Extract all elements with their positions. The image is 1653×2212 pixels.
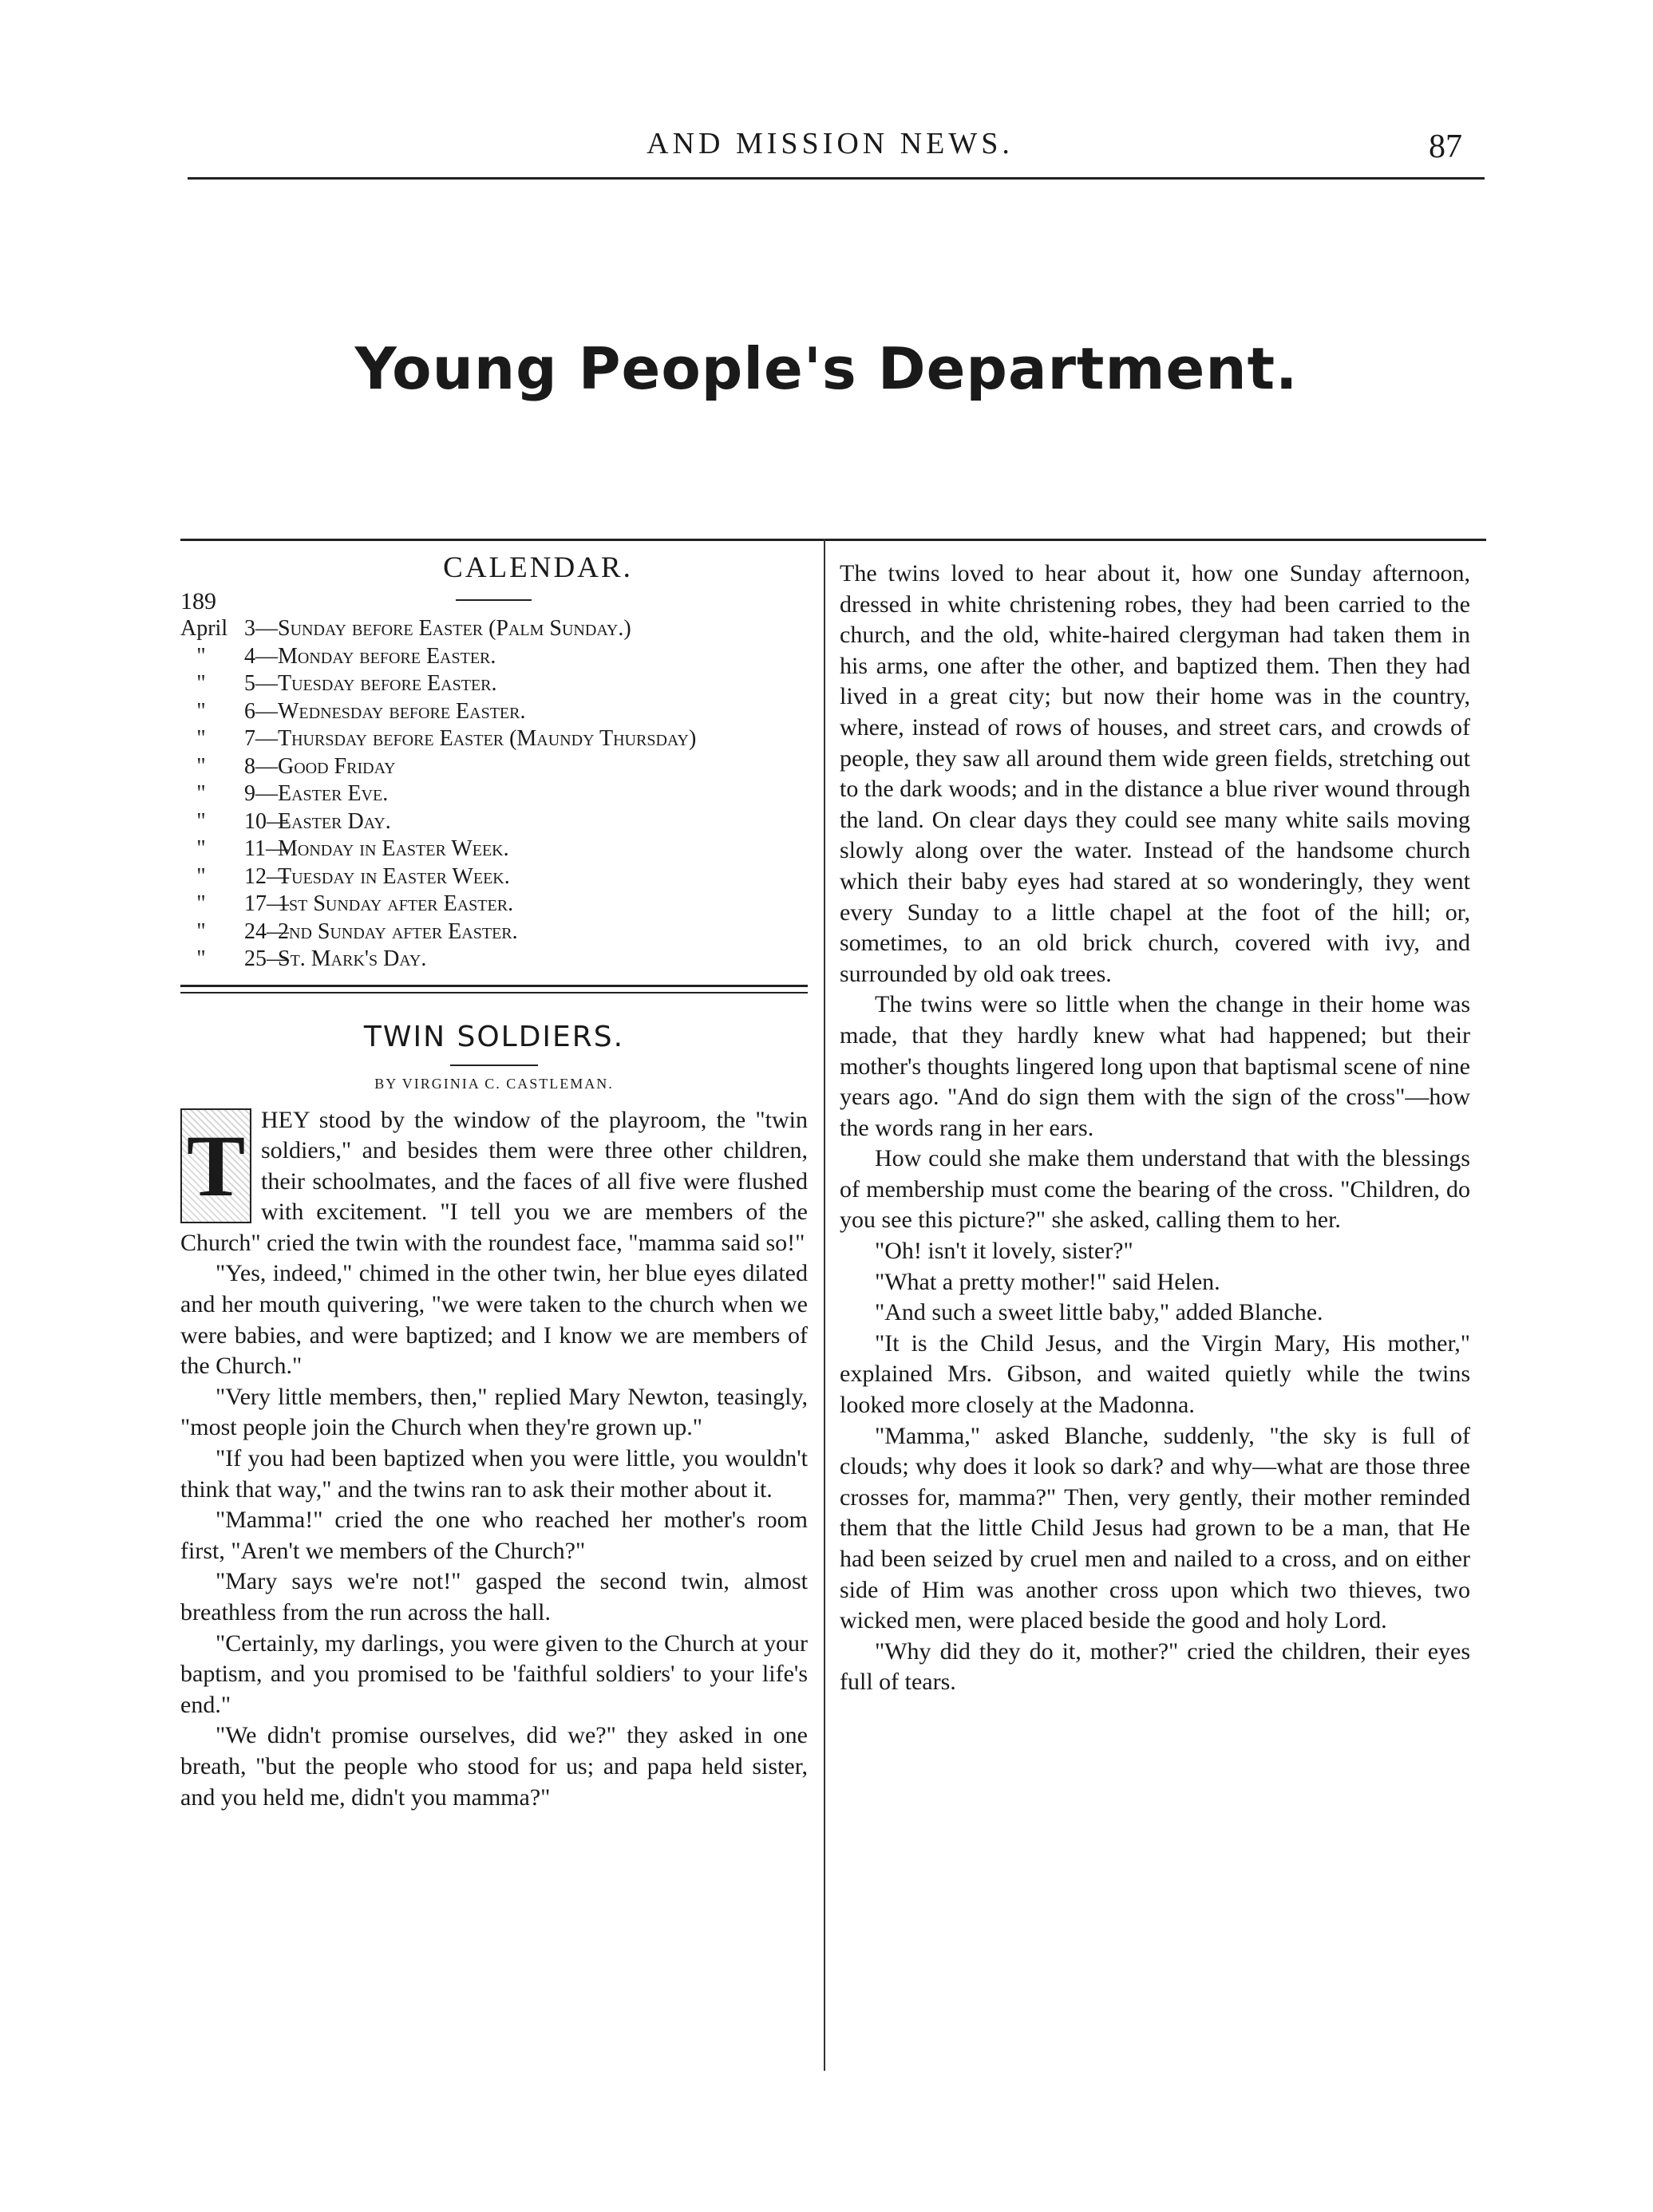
story-paragraph: "Why did they do it, mother?" cried the children, their eyes full of tears.	[840, 1637, 1470, 1696]
story-left	[180, 1021, 808, 1814]
calendar-heading: CALENDAR.	[443, 551, 633, 584]
calendar-entry-day: 11—	[244, 836, 288, 861]
dropcap-initial: T	[180, 1108, 251, 1223]
calendar-ditto-mark: "	[196, 946, 206, 971]
calendar-entry-day: 9—	[244, 781, 278, 806]
story-paragraph: "And such a sweet little baby," added Blanche.	[875, 1299, 1323, 1326]
calendar-ditto-mark: "	[196, 891, 206, 916]
story-paragraph: How could she make them understand that with the blessings of membership must come the bearing of the cross. "Children, do you see this picture?" she asked, calling them to her.	[840, 1145, 1470, 1234]
calendar-entry-text: St. Mark's Day.	[278, 946, 427, 971]
running-header-title: AND MISSION NEWS.	[647, 127, 1014, 160]
calendar-entry-day: 7—	[244, 726, 278, 751]
story-paragraph: "Mamma," asked Blanche, suddenly, "the sky is full of clouds; why does it look so dark? and why—what are those three crosses for, mamma?" Then, very gently, their mother reminded them that the little Child Jesus had grown to be a man, that He had been seized by cruel men and nailed to a cross, and on either side of Him was another cross upon which two thieves, two wicked men, were placed beside the good and holy Lord.	[840, 1422, 1470, 1634]
calendar-entry-text: Tuesday before Easter.	[278, 671, 497, 696]
left-column	[180, 551, 808, 1813]
calendar-entry-text: Easter Eve.	[278, 781, 389, 806]
story-paragraph: "Mamma!" cried the one who reached her mother's room first, "Aren't we members of the Church?"	[180, 1507, 808, 1564]
calendar-month: April	[180, 616, 228, 641]
calendar-list	[180, 615, 808, 974]
calendar-ditto-mark: "	[196, 918, 206, 944]
calendar-entry-text: Monday before Easter.	[278, 643, 496, 669]
calendar-entry	[180, 946, 808, 974]
calendar-ditto-mark: "	[196, 836, 206, 861]
header-rule	[188, 177, 1485, 180]
calendar-ditto-mark: "	[196, 698, 206, 724]
calendar-ditto-mark: "	[196, 726, 206, 751]
calendar-double-rule	[180, 985, 808, 993]
calendar-entry	[180, 835, 808, 863]
calendar-entry-text: Sunday before Easter (Palm Sunday.)	[278, 616, 631, 641]
story-paragraph: "Mary says we're not!" gasped the second twin, almost breathless from the run across the hall.	[180, 1568, 808, 1625]
calendar-ditto-mark: "	[196, 643, 206, 669]
calendar-entry-text: Easter Day.	[278, 808, 391, 834]
calendar-entry	[180, 918, 808, 946]
calendar-year: 189	[180, 588, 216, 614]
story-paragraph: "Certainly, my darlings, you were given to the Church at your baptism, and you promised to be 'faithful soldiers' to your life's end."	[180, 1629, 808, 1718]
page-number: 87	[1429, 128, 1462, 165]
calendar-entry-text: 1st Sunday after Easter.	[278, 891, 514, 916]
calendar-entry-text: Wednesday before Easter.	[278, 698, 526, 724]
calendar-entry-day: 5—	[244, 671, 278, 696]
calendar-ditto-mark: "	[196, 753, 206, 779]
story-paragraph: "It is the Child Jesus, and the Virgin Mary, His mother," explained Mrs. Gibson, and waited quietly while the twins looked more closely at the Madonna.	[840, 1329, 1470, 1419]
calendar-entry-day: 10—	[244, 808, 289, 834]
calendar-entry-day: 4—	[244, 643, 278, 669]
story-paragraph: The twins loved to hear about it, how one Sunday afternoon, dressed in white christening robes, they had been carried to the church, and the old, white-haired clergyman had taken them in his arms, one after the other, and baptized them. Then they had lived in a great city; but now their home was in the country, where, instead of rows of houses, and street cars, and crowds of people, they saw all around them wide green fields, stretching out to the dark woods; and in the distance a blue river wound through the land. On clear days they could see many white sails moving slowly along over the water. Instead of the handsome church which their baby eyes had stared at so wonderingly, they went every Sunday to a little chapel at the foot of the hill; or, sometimes, to an old brick church, covered with ivy, and surrounded by old oak trees.	[840, 560, 1470, 987]
calendar-entry	[180, 808, 808, 836]
section-title: Young People's Department.	[354, 335, 1299, 402]
story-paragraph: "We didn't promise ourselves, did we?" they asked in one breath, "but the people who stood for us; and papa held sister, and you held me, didn't you mamma?"	[180, 1722, 808, 1811]
column-divider	[824, 539, 825, 2071]
calendar-entry-day: 12—	[244, 863, 289, 889]
calendar-ditto-mark: "	[196, 863, 206, 889]
calendar-entry-day: 25—	[244, 946, 289, 971]
calendar-ditto-mark: "	[196, 808, 206, 834]
story-paragraph: "Oh! isn't it lovely, sister?"	[875, 1238, 1133, 1265]
calendar-year-row	[180, 588, 808, 615]
calendar-entry	[180, 753, 808, 781]
calendar-year-rule	[456, 599, 532, 601]
columns-top-rule	[180, 539, 1486, 541]
calendar-entry-text: Thursday before Easter (Maundy Thursday)	[278, 726, 697, 751]
calendar-entry	[180, 863, 808, 891]
calendar	[180, 551, 808, 974]
story-title: TWIN SOLDIERS.	[363, 1020, 625, 1053]
story-right-text	[840, 559, 1470, 1698]
calendar-entry	[180, 670, 808, 698]
calendar-entry-day: 8—	[244, 753, 278, 779]
calendar-entry	[180, 615, 808, 643]
story-paragraph: HEY stood by the window of the playroom, the "twin soldiers," and besides them were three other children, their schoolmates, and the faces of all five were flushed with excitement. "I tell you we are members of the Church" cried the twin with the roundest face, "mamma said so!"	[180, 1106, 808, 1256]
story-title-rule	[450, 1065, 538, 1066]
story-left-text	[180, 1105, 808, 1814]
calendar-ditto-mark: "	[196, 781, 206, 806]
calendar-entry-text: 2nd Sunday after Easter.	[278, 918, 518, 944]
calendar-entry	[180, 725, 808, 753]
calendar-entry	[180, 780, 808, 808]
story-paragraph: "Very little members, then," replied Mary Newton, teasingly, "most people join the Church when they're grown up."	[180, 1383, 808, 1441]
story-paragraph: "Yes, indeed," chimed in the other twin, her blue eyes dilated and her mouth quivering, "we were taken to the church when we were babies, and were baptized; and I know we are members of the Church."	[180, 1260, 808, 1380]
calendar-entry	[180, 698, 808, 726]
story-paragraph: "What a pretty mother!" said Helen.	[875, 1268, 1220, 1295]
calendar-entry-day: 24—	[244, 918, 289, 944]
story-byline: BY VIRGINIA C. CASTLEMAN.	[374, 1075, 614, 1092]
calendar-entry-text: Good Friday	[278, 753, 396, 779]
story-paragraph: The twins were so little when the change in their home was made, that they hardly knew what had happened; but their mother's thoughts lingered long upon that baptismal scene of nine years ago. "And do sign them with the sign of the cross"—how the words rang in her ears.	[840, 991, 1470, 1141]
calendar-entry	[180, 643, 808, 671]
story-paragraph: "If you had been baptized when you were little, you wouldn't think that way," and the twins ran to ask their mother about it.	[180, 1445, 808, 1503]
calendar-entry-text: Monday in Easter Week.	[278, 836, 509, 861]
calendar-entry-day: 6—	[244, 698, 278, 724]
calendar-entry-text: Tuesday in Easter Week.	[278, 863, 510, 889]
calendar-entry-day: 3—	[244, 616, 278, 641]
calendar-ditto-mark: "	[196, 671, 206, 696]
right-column	[840, 559, 1470, 1698]
calendar-entry-day: 17—	[244, 891, 289, 916]
calendar-entry	[180, 891, 808, 918]
